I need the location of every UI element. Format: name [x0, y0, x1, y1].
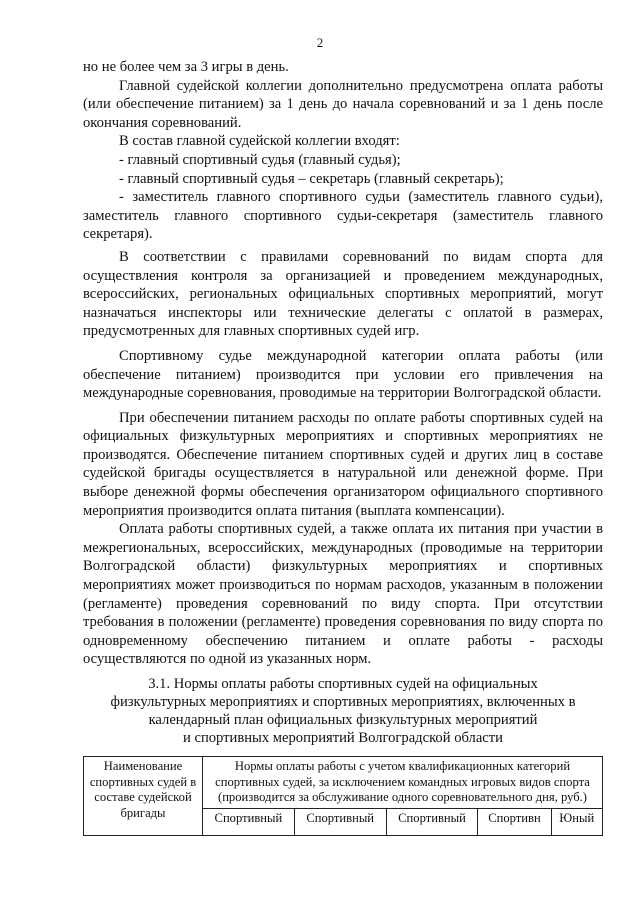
table-subheader-cell: Юный [551, 808, 603, 835]
paragraph: Главной судейской коллегии дополнительно предусмотрена оплата работы (или обеспечение питанием) за 1 день до начала соревнований и за 1 день после окончания соревнований. [83, 77, 603, 131]
paragraph: В состав главной судейской коллегии входят: [119, 133, 400, 150]
table-subheader-cell: Спортивный [386, 808, 478, 835]
table-subheader-cell: Спортивн [478, 808, 551, 835]
paragraph: но не более чем за 3 игры в день. [83, 59, 289, 75]
section-heading [83, 675, 603, 747]
table-header-cell: Наименование спортивных судей в составе судейской бригады [84, 757, 203, 836]
section-heading-line: физкультурных мероприятиях и спортивных мероприятиях, включенных в [110, 694, 576, 710]
paragraph: При обеспечении питанием расходы по оплате работы спортивных судей на официальных физкультурных мероприятиях и спортивных мероприятиях не производятся. Обеспечение питанием спортивных судей и других лиц в составе судейской бригады осуществляется в натуральной или денежной форме. При выборе денежной формы обеспечения организатором официального спортивного мероприятия производится оплата питания (выплата компенсации). [83, 409, 603, 519]
list-item: - заместитель главного спортивного судьи (заместитель главного судьи), заместитель главного спортивного судьи-секретаря (заместитель главного секретаря). [83, 189, 603, 243]
list-item: - главный спортивный судья (главный судья); [119, 151, 401, 168]
table-header-row [84, 757, 603, 809]
norms-table [83, 756, 603, 836]
paragraph: Спортивному судье международной категории оплата работы (или обеспечение питанием) производится при условии его привлечения на международные соревнования, проводимые на территории Волгоградской области. [83, 347, 603, 402]
page-number: 2 [316, 35, 324, 50]
paragraph: В соответствии с правилами соревнований по видам спорта для осуществления контроля за организацией и проведением международных, всероссийских, региональных официальных спортивных мероприятий, могут назначаться инспекторы или технические делегаты с оплатой в размерах, предусмотренных для главных спортивных судей игр. [83, 248, 603, 340]
section-heading-line: календарный план официальных физкультурных мероприятий [148, 712, 538, 728]
list-item: - главный спортивный судья – секретарь (главный секретарь); [119, 170, 504, 187]
paragraph: Оплата работы спортивных судей, а также оплата их питания при участии в межрегиональных, всероссийских, международных (проводимые на территории Волгоградской области) физкультурных мероприятиях и спортивных мероприятиях может производиться по нормам расходов, указанным в положении (регламенте) проведения соревнований по виду спорта. При отсутствии требования в положении (регламенте) проведения соревнования по виду спорта по одновременному обеспечению питанием и оплате работы - расходы осуществляются по одной из указанных норм. [83, 521, 603, 668]
table-subheader-cell: Спортивный [203, 808, 295, 835]
section-heading-line: 3.1. Нормы оплаты работы спортивных судей на официальных [148, 676, 538, 692]
section-heading-line: и спортивных мероприятий Волгоградской области [183, 730, 503, 746]
document-body [83, 58, 603, 747]
table-subheader-cell: Спортивный [294, 808, 386, 835]
table-header-cell: Нормы оплаты работы с учетом квалификационных категорий спортивных судей, за исключением командных игровых видов спорта (производится за обслуживание одного соревновательного дня, руб.) [203, 757, 603, 809]
